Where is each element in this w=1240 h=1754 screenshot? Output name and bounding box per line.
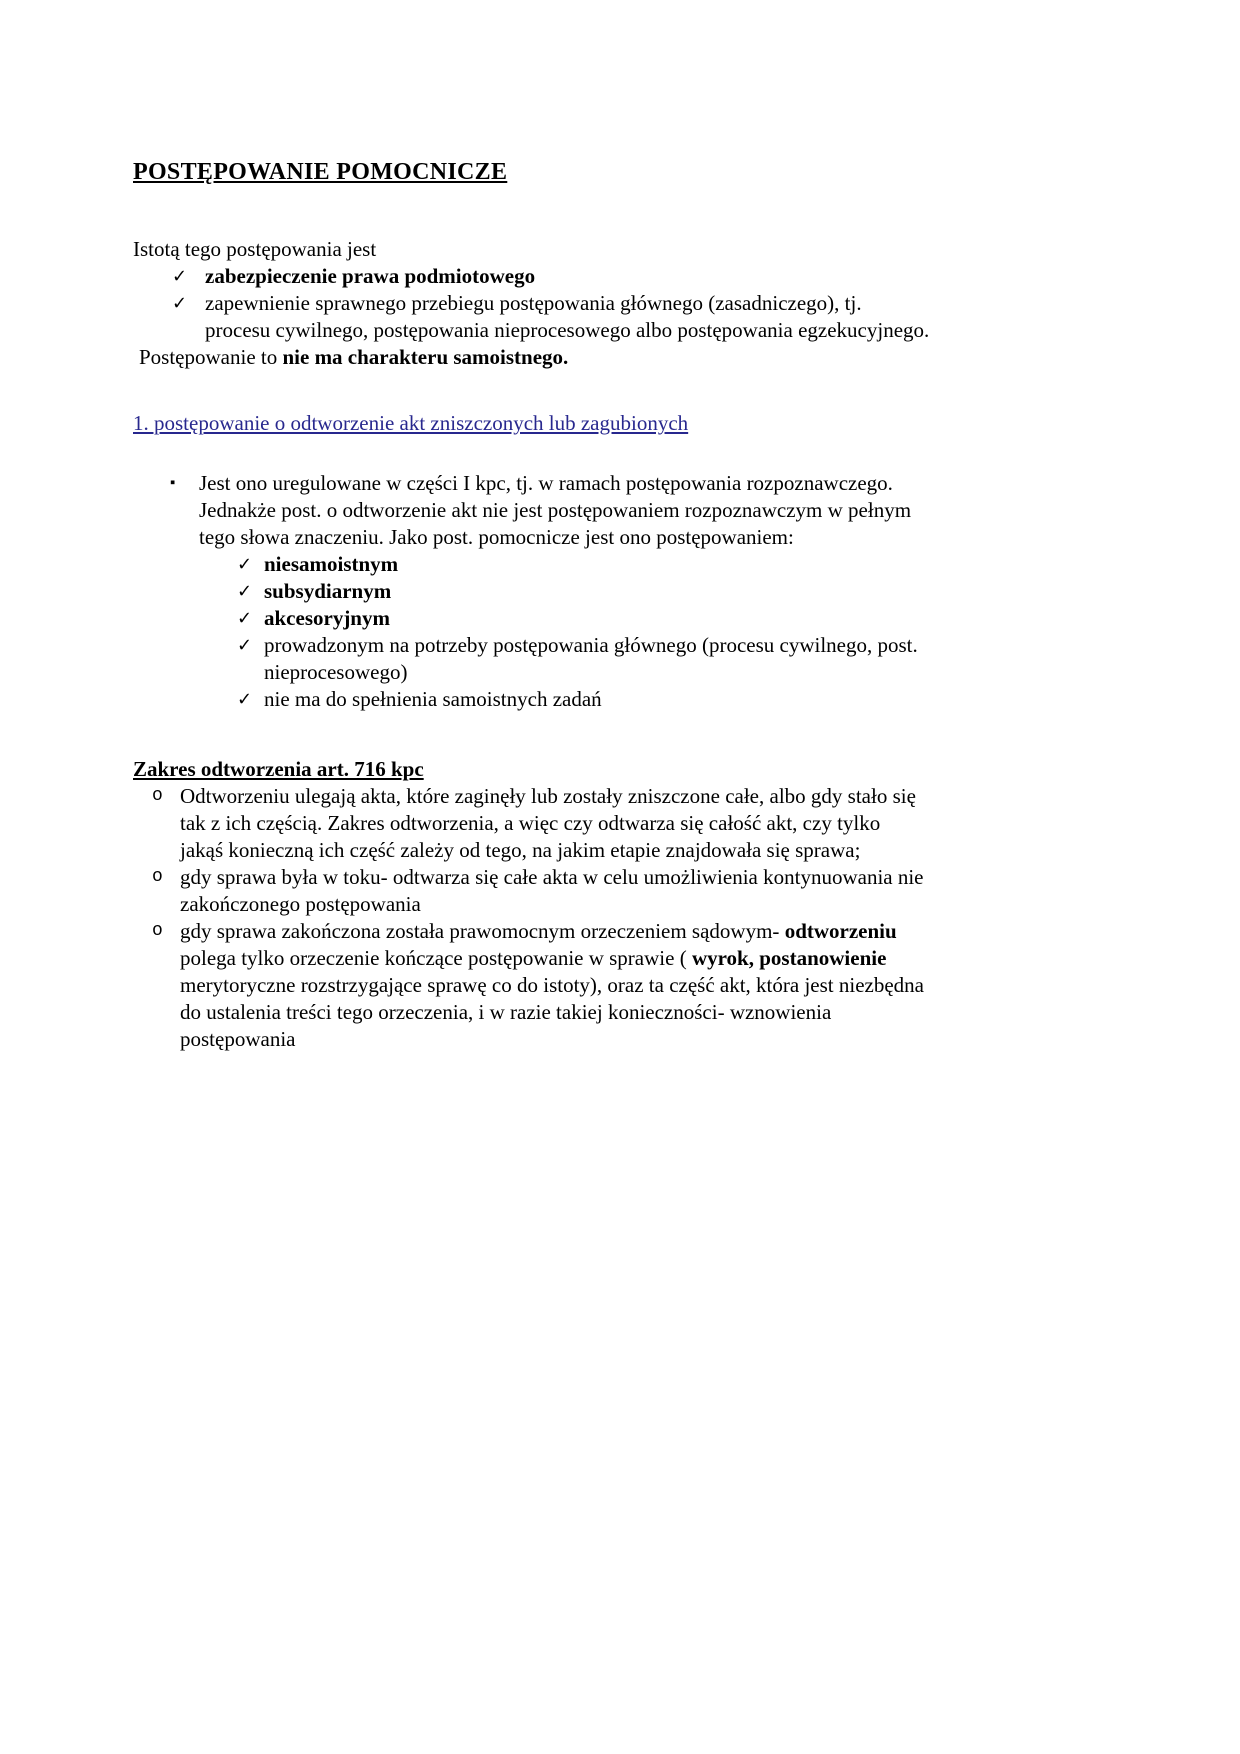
circle-bullet-icon: o [152, 867, 163, 887]
intro-check-text: zapewnienie sprawnego przebiegu postępowania głównego (zasadniczego), tj. procesu cywilnego, postępowania nieprocesowego albo postępowania egzekucyjnego. [205, 291, 930, 342]
intro-check-text: zabezpieczenie prawa podmiotowego [205, 264, 536, 288]
list-item [133, 578, 1122, 605]
section1-check-text: nie ma do spełnienia samoistnych zadań [264, 687, 602, 711]
section2-item-text: Odtworzeniu ulegają akta, które zaginęły lub zostały zniszczone całe, albo gdy stało się tak z ich częścią. Zakres odtworzenia, a więc czy odtwarza się całość akt, czy tylko jakąś konieczną ich część zależy od tego, na jakim etapie znajdowała się sprawa; [180, 784, 916, 862]
section1-check-text: akcesoryjnym [264, 606, 390, 630]
section1-check-text: prowadzonym na potrzeby postępowania głównego (procesu cywilnego, post. nieprocesowego) [264, 633, 918, 684]
list-item [133, 263, 1122, 290]
intro-lead: Istotą tego postępowania jest [133, 237, 377, 261]
list-item [133, 551, 1122, 578]
list-item [133, 864, 1122, 918]
section1-link-heading[interactable]: 1. postępowanie o odtworzenie akt zniszczonych lub zagubionych [133, 411, 689, 435]
section2-item-text: gdy sprawa zakończona została prawomocnym orzeczeniem sądowym- odtworzeniu polega tylko orzeczenie kończące postępowanie w sprawie ( wyrok, postanowienie merytoryczne rozstrzygające sprawę co do istoty), oraz ta część akt, która jest niezbędna do ustalenia treści tego orzeczenia, i w razie takiej konieczności- wznowienia postępowania [180, 919, 924, 1051]
check-icon: ✓ [237, 635, 253, 656]
circle-bullet-icon: o [152, 786, 163, 806]
square-bullet-icon: ▪ [170, 475, 176, 491]
check-icon: ✓ [237, 554, 253, 575]
list-item [133, 290, 1122, 344]
list-item [133, 783, 1122, 864]
intro-closing: Postępowanie to nie ma charakteru samoistnego. [139, 345, 569, 369]
list-item [133, 605, 1122, 632]
document-title: POSTĘPOWANIE POMOCNICZE [133, 159, 508, 185]
check-icon: ✓ [237, 581, 253, 602]
section1-check-list [133, 551, 1122, 713]
list-item [133, 632, 1122, 686]
check-icon: ✓ [172, 266, 188, 287]
section2-circle-list [133, 783, 1122, 1053]
list-item [133, 918, 1122, 1053]
section2-item-text: gdy sprawa była w toku- odtwarza się całe akta w celu umożliwienia kontynuowania nie zakończonego postępowania [180, 865, 924, 916]
intro-check-list [133, 263, 1122, 344]
circle-bullet-icon: o [152, 921, 163, 941]
section1-intro-text: Jest ono uregulowane w części I kpc, tj. w ramach postępowania rozpoznawczego. Jednakże post. o odtworzenie akt nie jest postępowaniem rozpoznawczym w pełnym tego słowa znaczeniu. Jako post. pomocnicze jest ono postępowaniem: [199, 471, 912, 549]
section1-check-text: niesamoistnym [264, 552, 399, 576]
list-item [133, 686, 1122, 713]
section1-check-text: subsydiarnym [264, 579, 392, 603]
check-icon: ✓ [237, 689, 253, 710]
list-item [133, 470, 1122, 551]
check-icon: ✓ [172, 293, 188, 314]
check-icon: ✓ [237, 608, 253, 629]
section1-heading-row [133, 371, 1122, 470]
section2-heading: Zakres odtworzenia art. 716 kpc [133, 757, 424, 781]
